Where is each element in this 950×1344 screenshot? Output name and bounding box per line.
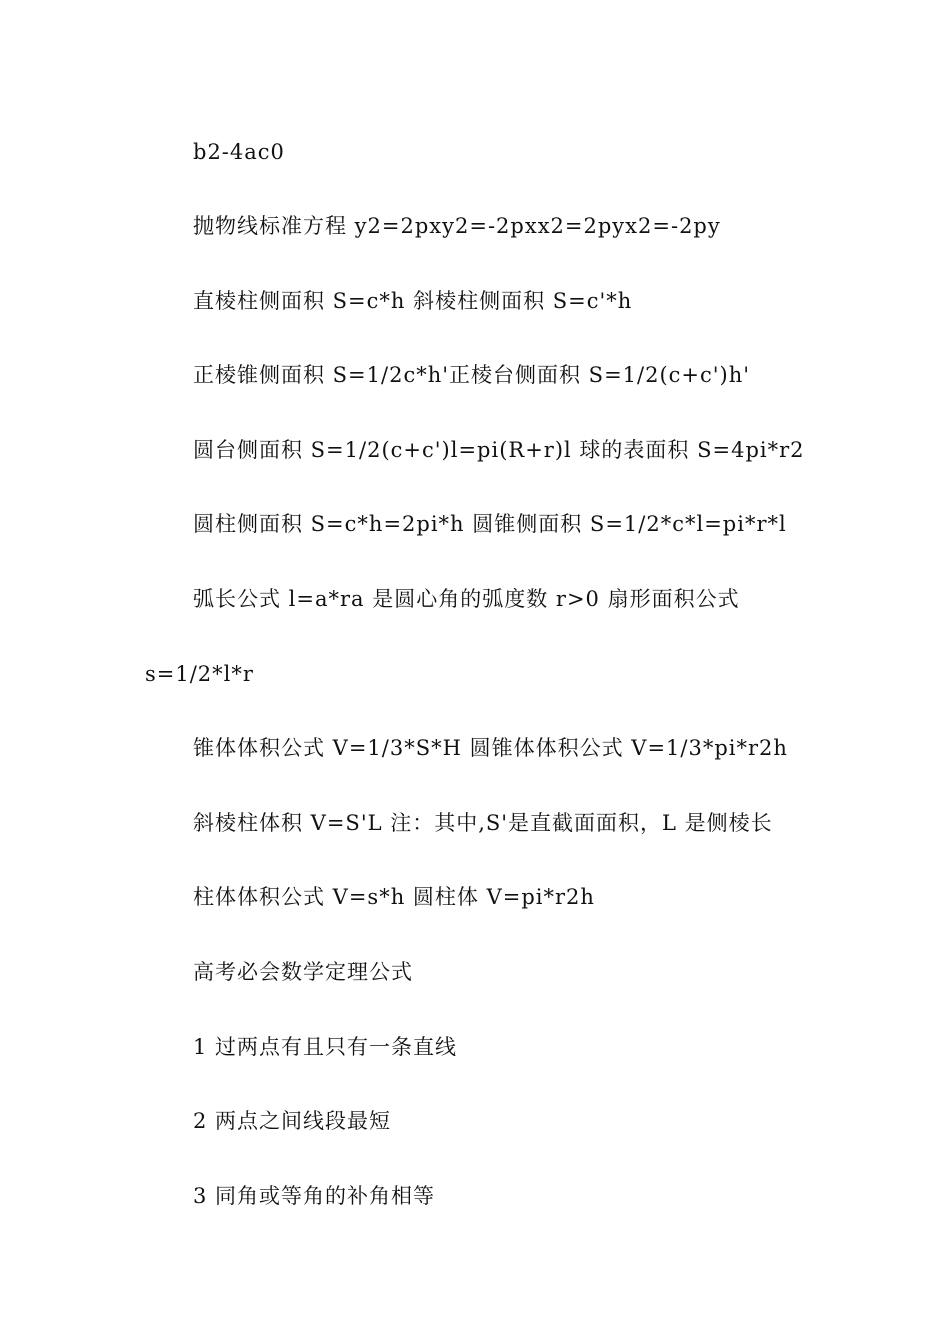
- text-line: b2-4ac0: [193, 140, 285, 164]
- list-item: 1 过两点有且只有一条直线: [193, 1035, 458, 1059]
- text-line: 锥体体积公式 V=1/3*S*H 圆锥体体积公式 V=1/3*pi*r2h: [193, 736, 788, 760]
- text-line: 直棱柱侧面积 S=c*h 斜棱柱侧面积 S=c'*h: [193, 289, 633, 313]
- text-line: 柱体体积公式 V=s*h 圆柱体 V=pi*r2h: [193, 885, 595, 909]
- text-line: 弧长公式 l=a*ra 是圆心角的弧度数 r>0 扇形面积公式: [193, 587, 740, 611]
- text-line-continuation: s=1/2*l*r: [145, 662, 254, 686]
- list-item: 2 两点之间线段最短: [193, 1109, 392, 1133]
- text-line: 正棱锥侧面积 S=1/2c*h'正棱台侧面积 S=1/2(c+c')h': [193, 363, 751, 387]
- text-line: 斜棱柱体积 V=S'L 注：其中,S'是直截面面积，L 是侧棱长: [193, 811, 773, 835]
- text-line: 圆台侧面积 S=1/2(c+c')l=pi(R+r)l 球的表面积 S=4pi*r2: [193, 438, 805, 462]
- section-heading: 高考必会数学定理公式: [193, 960, 413, 984]
- text-line: 圆柱侧面积 S=c*h=2pi*h 圆锥侧面积 S=1/2*c*l=pi*r*l: [193, 512, 787, 536]
- list-item: 3 同角或等角的补角相等: [193, 1184, 436, 1208]
- text-line: 抛物线标准方程 y2=2pxy2=-2pxx2=2pyx2=-2py: [193, 214, 721, 238]
